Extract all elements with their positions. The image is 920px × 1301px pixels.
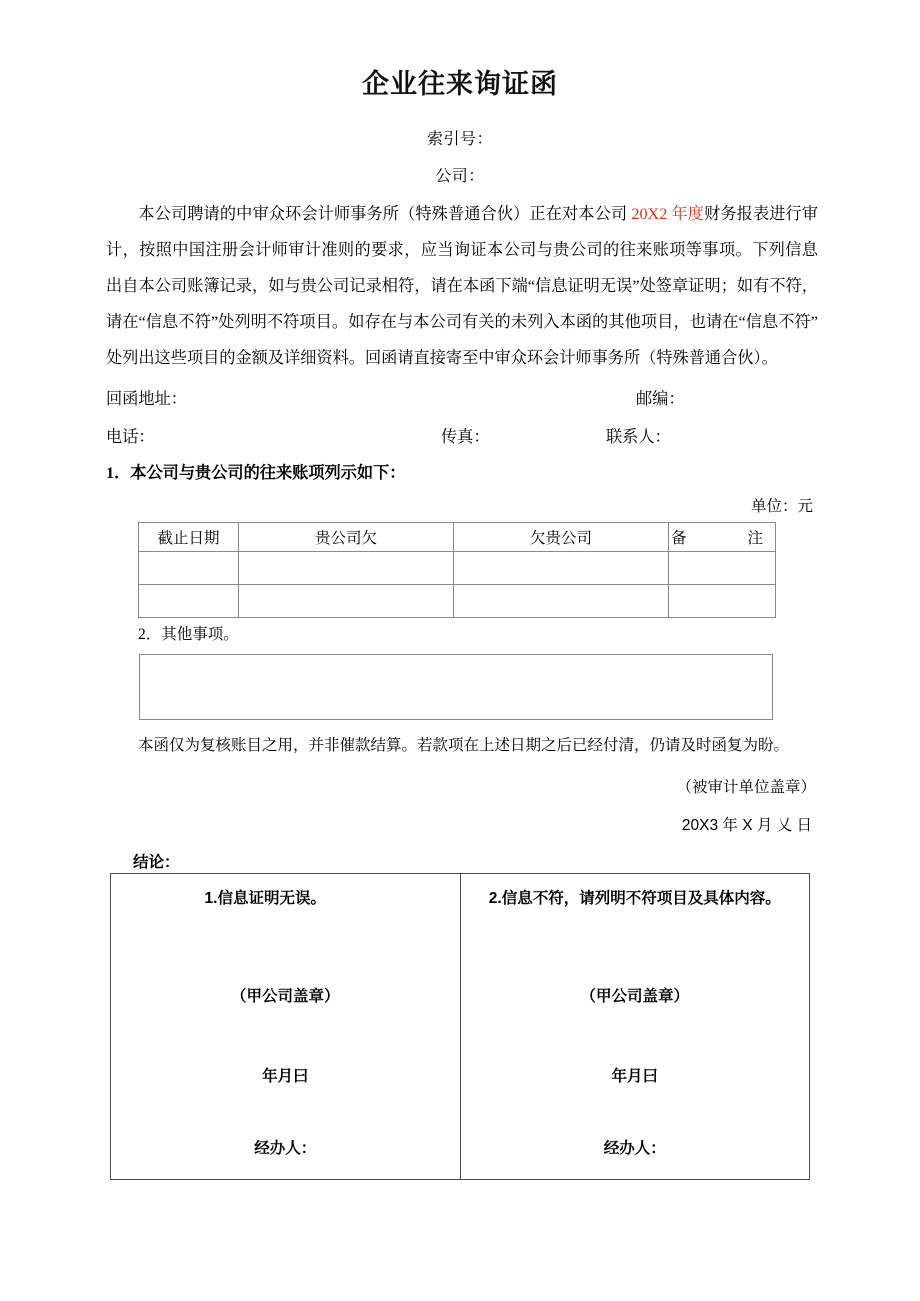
conclusion-heading-confirmed: 1.信息证明无误。 [204,890,326,907]
zip-code-label: 邮编： [636,390,685,408]
ledger-table [138,522,776,618]
conclusion-cell-discrepancy[interactable] [460,874,810,1180]
conclusion-heading-discrepancy: 2.信息不符，请列明不符项目及具体内容。 [488,890,781,907]
cell-cutoff-date[interactable] [139,585,239,618]
other-matters-input[interactable] [139,654,773,720]
audited-entity-seal-note: （被审计单位盖章） [676,779,816,796]
conclusion-cell-confirmed[interactable] [111,874,461,1180]
table-header-row [139,523,776,552]
intro-text-part-1: 本公司聘请的中审众环会计师事务所（特殊普通合伙）正在对本公司 [138,205,632,223]
section-1-heading: 1．本公司与贵公司的往来账项列示如下： [106,464,406,482]
unit-note: 单位：元 [750,498,813,515]
table-row [139,585,776,618]
cell-remark[interactable] [669,585,776,618]
index-number-label: 索引号： [426,131,493,148]
intro-paragraph [106,196,818,376]
header-cell-cutoff-date: 截止日期 [139,523,239,552]
intro-text-part-2: 财务报表进行审计，按照中国注册会计师审计准则的要求，应当询证本公司与贵公司的往来账项等事项。下列信息出自本公司账簿记录，如与贵公司记录相符，请在本函下端“信息证明无误”处签章证明；如有不符，请在“信息不符”处列明不符项目。如存在与本公司有关的未列入本函的其他项目，也请在“信息不符”处列出这些项目的金额及详细资料。回函请直接寄至中审众环会计师事务所（特殊普通合伙）。 [106,205,819,367]
page-title: 企业往来询证函 [362,69,558,99]
table-row [139,552,776,585]
section-2-heading: 2．其他事项。 [138,626,239,643]
cell-you-owe[interactable] [239,552,454,585]
contact-person-label: 联系人： [606,428,671,446]
company-label: 公司： [435,168,485,185]
fiscal-year-accent: 20X2 年度 [631,205,705,223]
return-address-label: 回函地址： [106,390,187,408]
phone-fax-row [106,423,820,445]
conclusion-table [110,873,810,1180]
fax-label: 传真： [441,428,490,446]
conclusion-date-confirmed: 年月曰 [261,1068,309,1085]
audited-entity-date: 20X3 年 X 月 乂 日 [681,817,812,834]
return-address-row [106,385,820,407]
cell-owe-you[interactable] [454,552,669,585]
conclusion-label: 结论： [133,854,180,871]
cell-owe-you[interactable] [454,585,669,618]
conclusion-date-discrepancy: 年月曰 [611,1068,658,1085]
header-cell-remark: 备 注 [669,523,776,552]
conclusion-person-discrepancy: 经办人： [603,1140,666,1157]
phone-label: 电话： [106,428,155,446]
conclusion-seal-confirmed: （甲公司盖章） [230,988,340,1005]
cell-remark[interactable] [669,552,776,585]
conclusion-seal-discrepancy: （甲公司盖章） [580,988,689,1005]
cell-cutoff-date[interactable] [139,552,239,585]
disclaimer-text: 本函仅为复核账目之用，并非催款结算。若款项在上述日期之后已经付清，仍请及时函复为盼。 [138,737,790,754]
header-cell-owe-you: 欠贵公司 [454,523,669,552]
header-cell-you-owe: 贵公司欠 [239,523,454,552]
cell-you-owe[interactable] [239,585,454,618]
conclusion-person-confirmed: 经办人： [254,1140,317,1157]
conclusion-row [111,874,810,1180]
